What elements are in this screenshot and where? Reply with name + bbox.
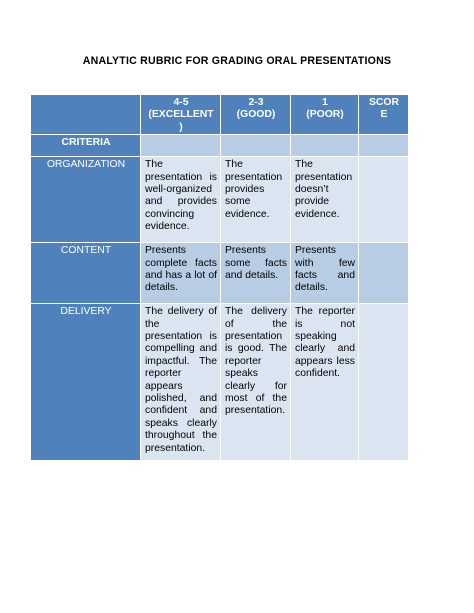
corner-cell <box>31 95 141 135</box>
cell-score <box>359 304 409 461</box>
table-row <box>31 304 409 461</box>
header-score: SCOR E <box>359 95 409 135</box>
cell-poor: Presents with few facts and details. <box>291 243 359 304</box>
criteria-label: CRITERIA <box>31 135 141 157</box>
criteria-blank-cell <box>359 135 409 157</box>
criteria-blank-cell <box>141 135 221 157</box>
cell-excellent: Presents complete facts and has a lot of details. <box>141 243 221 304</box>
criteria-row <box>31 135 409 157</box>
cell-score <box>359 157 409 243</box>
header-row <box>31 95 409 135</box>
cell-poor: The reporter is not speaking clearly and appears less confident. <box>291 304 359 461</box>
cell-excellent: The presentation is well-organized and provides convincing evidence. <box>141 157 221 243</box>
row-label-delivery: DELIVERY <box>31 304 141 461</box>
cell-excellent: The delivery of the presentation is compelling and impactful. The reporter appears polished, and confident and speaks clearly throughout the presentation. <box>141 304 221 461</box>
criteria-blank-cell <box>291 135 359 157</box>
header-poor: 1 (POOR) <box>291 95 359 135</box>
criteria-blank-cell <box>221 135 291 157</box>
header-good: 2-3 (GOOD) <box>221 95 291 135</box>
row-label-content: CONTENT <box>31 243 141 304</box>
page-title: ANALYTIC RUBRIC FOR GRADING ORAL PRESENTATIONS <box>82 55 392 67</box>
header-excellent: 4-5 (EXCELLENT ) <box>141 95 221 135</box>
cell-score <box>359 243 409 304</box>
cell-poor: The presentation doesn’t provide evidence. <box>291 157 359 243</box>
table-row <box>31 157 409 243</box>
row-label-organization: ORGANIZATION <box>31 157 141 243</box>
cell-good: Presents some facts and details. <box>221 243 291 304</box>
table-row <box>31 243 409 304</box>
cell-good: The delivery of the presentation is good. The reporter speaks clearly for most of the presentation. <box>221 304 291 461</box>
cell-good: The presentation provides some evidence. <box>221 157 291 243</box>
rubric-table <box>30 94 409 461</box>
